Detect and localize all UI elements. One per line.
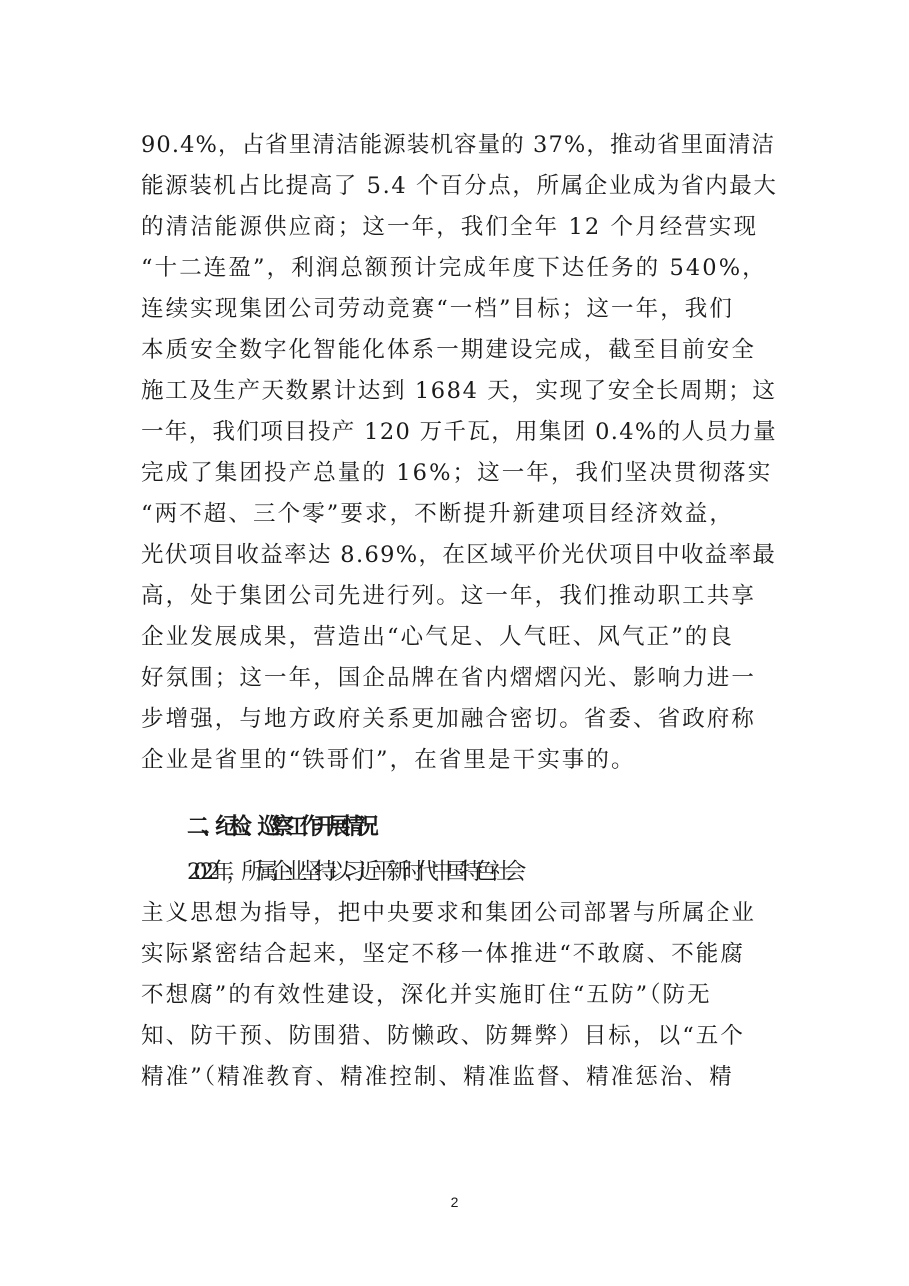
body-text-line: 企业是省里的“铁哥们”，在省里是干实事的。 bbox=[141, 747, 636, 773]
body-text-line: 高，处于集团公司先进行列。这一年，我们推动职工共享 bbox=[141, 583, 757, 609]
body-text-line: 光伏项目收益率达 8.69%，在区域平价光伏项目中收益率最 bbox=[141, 542, 777, 568]
body-text-line: 主义思想为指导，把中央要求和集团公司部署与所属企业 bbox=[141, 900, 757, 926]
body-text-line: 能源装机占比提高了 5.4 个百分点，所属企业成为省内最大 bbox=[141, 173, 778, 199]
section-heading: 二、纪检、巡察工作开展情况 bbox=[187, 814, 371, 840]
body-text-line: 企业发展成果，营造出“心气足、人气旺、风气正”的良 bbox=[141, 624, 735, 650]
body-text-line: 实际紧密结合起来，坚定不移一体推进“不敢腐、不能腐 bbox=[141, 941, 746, 967]
body-text-line: 完成了集团投产总量的 16%；这一年，我们坚决贯彻落实 bbox=[141, 460, 773, 486]
body-text-line: 90.4%，占省里清洁能源装机容量的 37%，推动省里面清洁 bbox=[141, 132, 776, 158]
body-text-line: 连续实现集团公司劳动竞赛“一档”目标；这一年，我们 bbox=[141, 296, 735, 322]
body-text-line: 知、防干预、防围猎、防懒政、防舞弊）目标，以“五个 bbox=[141, 1023, 746, 1049]
page-number: 2 bbox=[450, 1194, 459, 1210]
body-text-line: 步增强，与地方政府关系更加融合密切。省委、省政府称 bbox=[141, 706, 757, 732]
body-text-line: “两不超、三个零”要求，不断提升新建项目经济效益， bbox=[141, 501, 735, 527]
body-text-line: 精准”（精准教育、精准控制、精准监督、精准惩治、精 bbox=[141, 1064, 734, 1090]
body-text-line: “十二连盈”，利润总额预计完成年度下达任务的 540%， bbox=[141, 255, 767, 281]
body-text-line: 2022 年，所属企业坚持以习近平新时代中国特色社会 bbox=[187, 859, 519, 885]
body-text-line: 一年，我们项目投产 120 万千瓦，用集团 0.4%的人员力量 bbox=[141, 419, 777, 445]
body-text-line: 的清洁能源供应商；这一年，我们全年 12 个月经营实现 bbox=[141, 214, 759, 240]
body-text-line: 施工及生产天数累计达到 1684 天，实现了安全长周期；这 bbox=[141, 378, 777, 404]
body-text-line: 本质安全数字化智能化体系一期建设完成，截至目前安全 bbox=[141, 337, 757, 363]
body-text-line: 好氛围；这一年，国企品牌在省内熠熠闪光、影响力进一 bbox=[141, 665, 757, 691]
body-text-line: 不想腐”的有效性建设，深化并实施盯住“五防”（防无 bbox=[141, 982, 712, 1008]
